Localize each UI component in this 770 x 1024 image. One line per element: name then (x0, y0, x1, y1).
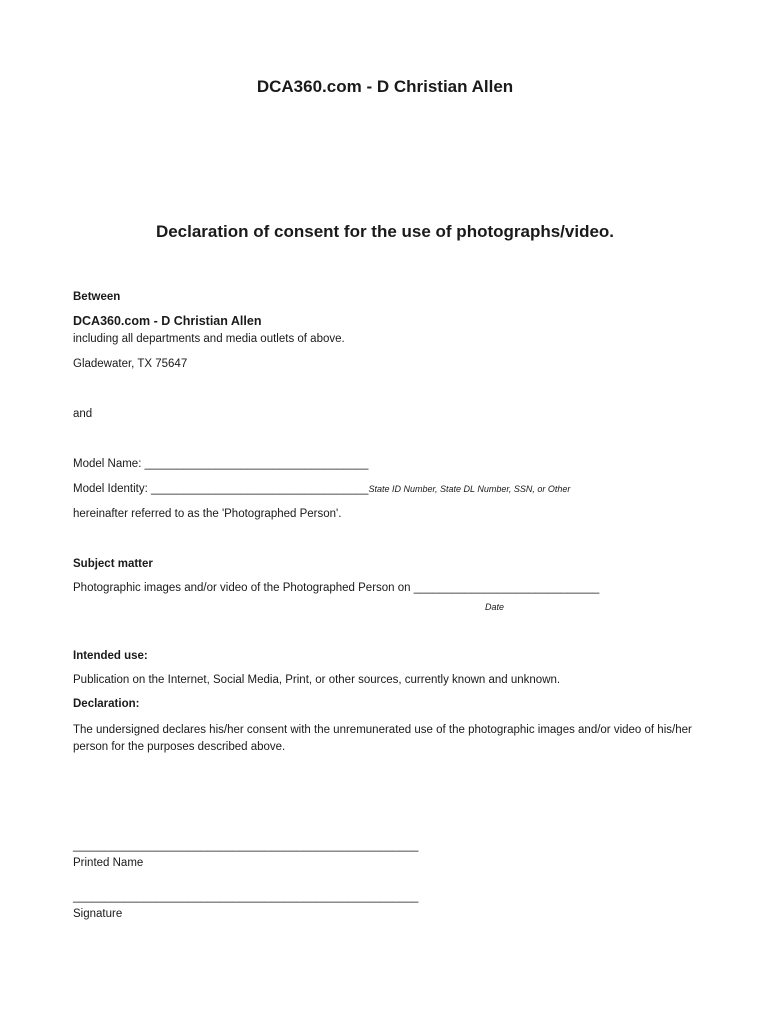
declaration-heading: Declaration: (73, 698, 140, 710)
and-label: and (73, 408, 93, 420)
signature-label: Signature (73, 908, 123, 920)
printed-name-field[interactable]: ______________________________________________________ (73, 840, 419, 852)
signature-field[interactable]: ______________________________________________________ (73, 891, 419, 903)
company-name: DCA360.com - D Christian Allen (73, 314, 262, 328)
document-header-title: DCA360.com - D Christian Allen (256, 77, 514, 96)
model-identity-label: Model Identity: (73, 483, 148, 495)
subject-text: Photographic images and/or video of the Photographed Person on (73, 582, 411, 594)
subject-heading: Subject matter (73, 558, 153, 570)
model-identity-field[interactable]: __________________________________ (151, 483, 369, 495)
model-name-field[interactable]: ___________________________________ (144, 458, 369, 470)
company-scope: including all departments and media outlets of above. (73, 333, 345, 345)
model-name-label: Model Name: (73, 458, 142, 470)
date-label: Date (485, 602, 505, 612)
referred-as-text: hereinafter referred to as the 'Photographed Person'. (73, 508, 342, 520)
between-label: Between (73, 291, 121, 303)
printed-name-label: Printed Name (73, 857, 144, 869)
model-name-row (73, 458, 368, 470)
declaration-text: The undersigned declares his/her consent with the unremunerated use of the photographic images and/or video of his/her person for the purposes described above. (73, 724, 692, 753)
intended-use-heading: Intended use: (73, 650, 148, 662)
model-identity-hint: State ID Number, State DL Number, SSN, or Other (368, 484, 571, 494)
intended-use-text: Publication on the Internet, Social Media, Print, or other sources, currently known and unknown. (73, 674, 561, 686)
company-location: Gladewater, TX 75647 (73, 358, 188, 370)
model-identity-row (73, 483, 570, 495)
date-field[interactable]: _____________________________ (413, 582, 600, 594)
document-title: Declaration of consent for the use of photographs/video. (155, 222, 615, 241)
subject-row (73, 582, 599, 594)
